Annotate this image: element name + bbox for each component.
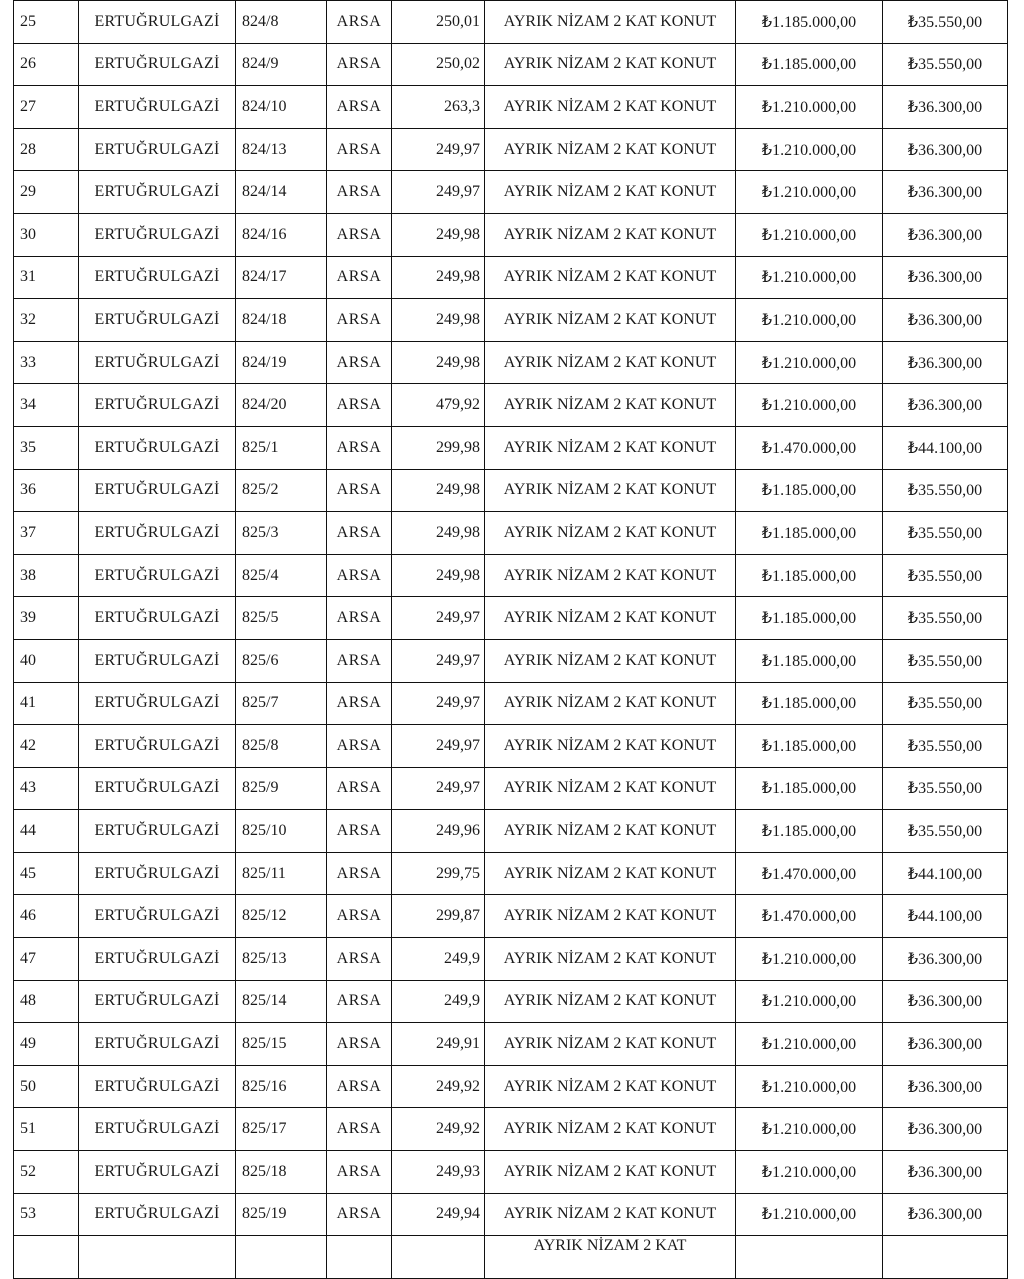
- deposit-cell: ₺36.300,00: [883, 1065, 1008, 1108]
- row-number-cell: 26: [14, 43, 79, 86]
- parcel-cell: 824/10: [236, 86, 327, 129]
- row-number-cell: 46: [14, 895, 79, 938]
- area-cell: [392, 1236, 485, 1279]
- table-row: [14, 938, 1008, 981]
- property-type-cell: [327, 1236, 392, 1279]
- deposit-cell: ₺36.300,00: [883, 938, 1008, 981]
- parcel-cell: 825/6: [236, 639, 327, 682]
- table-row: [14, 213, 1008, 256]
- row-number-cell: 52: [14, 1151, 79, 1194]
- property-type-cell: ARSA: [327, 384, 392, 427]
- deposit-cell: ₺35.550,00: [883, 43, 1008, 86]
- parcel-cell: 824/9: [236, 43, 327, 86]
- row-number-cell: 48: [14, 980, 79, 1023]
- row-number-cell: 42: [14, 725, 79, 768]
- table-row: [14, 512, 1008, 555]
- zoning-cell: AYRIK NİZAM 2 KAT KONUT: [485, 554, 736, 597]
- row-number-cell: 38: [14, 554, 79, 597]
- property-type-cell: ARSA: [327, 341, 392, 384]
- area-cell: 249,97: [392, 725, 485, 768]
- neighborhood-cell: ERTUĞRULGAZİ: [79, 256, 236, 299]
- table-row: [14, 256, 1008, 299]
- neighborhood-cell: ERTUĞRULGAZİ: [79, 1193, 236, 1236]
- price-cell: ₺1.210.000,00: [736, 1151, 883, 1194]
- parcel-cell: 825/19: [236, 1193, 327, 1236]
- property-type-cell: ARSA: [327, 1, 392, 44]
- deposit-cell: ₺35.550,00: [883, 1, 1008, 44]
- neighborhood-cell: ERTUĞRULGAZİ: [79, 1023, 236, 1066]
- area-cell: 479,92: [392, 384, 485, 427]
- parcel-cell: 825/18: [236, 1151, 327, 1194]
- table-row: [14, 171, 1008, 214]
- deposit-cell: ₺36.300,00: [883, 171, 1008, 214]
- area-cell: 249,98: [392, 469, 485, 512]
- neighborhood-cell: ERTUĞRULGAZİ: [79, 426, 236, 469]
- property-type-cell: ARSA: [327, 256, 392, 299]
- price-cell: ₺1.185.000,00: [736, 725, 883, 768]
- table-row: [14, 597, 1008, 640]
- area-cell: 249,9: [392, 980, 485, 1023]
- zoning-cell: AYRIK NİZAM 2 KAT KONUT: [485, 682, 736, 725]
- property-type-cell: ARSA: [327, 1108, 392, 1151]
- zoning-cell: AYRIK NİZAM 2 KAT KONUT: [485, 256, 736, 299]
- parcel-cell: 825/8: [236, 725, 327, 768]
- zoning-cell: AYRIK NİZAM 2 KAT KONUT: [485, 213, 736, 256]
- parcel-cell: 824/14: [236, 171, 327, 214]
- table-row: [14, 1, 1008, 44]
- parcel-cell: 824/18: [236, 299, 327, 342]
- price-cell: [736, 1236, 883, 1279]
- table-row: [14, 554, 1008, 597]
- table-row: [14, 767, 1008, 810]
- property-type-cell: ARSA: [327, 1151, 392, 1194]
- deposit-cell: ₺35.550,00: [883, 554, 1008, 597]
- neighborhood-cell: ERTUĞRULGAZİ: [79, 341, 236, 384]
- zoning-cell: AYRIK NİZAM 2 KAT KONUT: [485, 86, 736, 129]
- parcel-table-body: [14, 1, 1008, 1279]
- parcel-cell: 824/19: [236, 341, 327, 384]
- price-cell: ₺1.185.000,00: [736, 469, 883, 512]
- parcel-cell: 825/2: [236, 469, 327, 512]
- zoning-cell: AYRIK NİZAM 2 KAT KONUT: [485, 1193, 736, 1236]
- price-cell: ₺1.185.000,00: [736, 767, 883, 810]
- zoning-cell: AYRIK NİZAM 2 KAT KONUT: [485, 810, 736, 853]
- property-type-cell: ARSA: [327, 810, 392, 853]
- neighborhood-cell: ERTUĞRULGAZİ: [79, 767, 236, 810]
- neighborhood-cell: ERTUĞRULGAZİ: [79, 810, 236, 853]
- table-row: [14, 810, 1008, 853]
- price-cell: ₺1.210.000,00: [736, 1108, 883, 1151]
- row-number-cell: 43: [14, 767, 79, 810]
- parcel-cell: 824/16: [236, 213, 327, 256]
- property-type-cell: ARSA: [327, 1023, 392, 1066]
- row-number-cell: [14, 1236, 79, 1279]
- price-cell: ₺1.185.000,00: [736, 597, 883, 640]
- area-cell: 249,98: [392, 213, 485, 256]
- parcel-cell: 825/1: [236, 426, 327, 469]
- parcel-cell: 824/17: [236, 256, 327, 299]
- zoning-cell: AYRIK NİZAM 2 KAT: [485, 1236, 736, 1279]
- neighborhood-cell: ERTUĞRULGAZİ: [79, 639, 236, 682]
- deposit-cell: ₺36.300,00: [883, 980, 1008, 1023]
- deposit-cell: ₺44.100,00: [883, 895, 1008, 938]
- zoning-cell: AYRIK NİZAM 2 KAT KONUT: [485, 980, 736, 1023]
- area-cell: 249,9: [392, 938, 485, 981]
- zoning-cell: AYRIK NİZAM 2 KAT KONUT: [485, 43, 736, 86]
- property-type-cell: ARSA: [327, 767, 392, 810]
- area-cell: 249,97: [392, 682, 485, 725]
- deposit-cell: ₺35.550,00: [883, 682, 1008, 725]
- zoning-cell: AYRIK NİZAM 2 KAT KONUT: [485, 852, 736, 895]
- row-number-cell: 50: [14, 1065, 79, 1108]
- table-row: [14, 1151, 1008, 1194]
- neighborhood-cell: ERTUĞRULGAZİ: [79, 938, 236, 981]
- row-number-cell: 31: [14, 256, 79, 299]
- property-type-cell: ARSA: [327, 86, 392, 129]
- neighborhood-cell: ERTUĞRULGAZİ: [79, 554, 236, 597]
- area-cell: 249,97: [392, 639, 485, 682]
- deposit-cell: ₺36.300,00: [883, 128, 1008, 171]
- neighborhood-cell: ERTUĞRULGAZİ: [79, 980, 236, 1023]
- property-type-cell: ARSA: [327, 852, 392, 895]
- area-cell: 249,93: [392, 1151, 485, 1194]
- deposit-cell: ₺36.300,00: [883, 1023, 1008, 1066]
- parcel-cell: 824/13: [236, 128, 327, 171]
- deposit-cell: ₺35.550,00: [883, 469, 1008, 512]
- row-number-cell: 32: [14, 299, 79, 342]
- deposit-cell: ₺36.300,00: [883, 86, 1008, 129]
- area-cell: 299,87: [392, 895, 485, 938]
- neighborhood-cell: ERTUĞRULGAZİ: [79, 1065, 236, 1108]
- price-cell: ₺1.185.000,00: [736, 682, 883, 725]
- row-number-cell: 30: [14, 213, 79, 256]
- area-cell: 249,97: [392, 767, 485, 810]
- neighborhood-cell: ERTUĞRULGAZİ: [79, 1108, 236, 1151]
- property-type-cell: ARSA: [327, 938, 392, 981]
- neighborhood-cell: ERTUĞRULGAZİ: [79, 725, 236, 768]
- row-number-cell: 39: [14, 597, 79, 640]
- property-type-cell: ARSA: [327, 597, 392, 640]
- parcel-cell: 825/16: [236, 1065, 327, 1108]
- neighborhood-cell: ERTUĞRULGAZİ: [79, 895, 236, 938]
- property-type-cell: ARSA: [327, 1065, 392, 1108]
- row-number-cell: 35: [14, 426, 79, 469]
- property-type-cell: ARSA: [327, 512, 392, 555]
- row-number-cell: 40: [14, 639, 79, 682]
- price-cell: ₺1.470.000,00: [736, 426, 883, 469]
- property-type-cell: ARSA: [327, 213, 392, 256]
- neighborhood-cell: ERTUĞRULGAZİ: [79, 299, 236, 342]
- neighborhood-cell: ERTUĞRULGAZİ: [79, 1, 236, 44]
- neighborhood-cell: ERTUĞRULGAZİ: [79, 213, 236, 256]
- price-cell: ₺1.470.000,00: [736, 852, 883, 895]
- parcel-table: [13, 0, 1008, 1279]
- price-cell: ₺1.185.000,00: [736, 43, 883, 86]
- deposit-cell: ₺35.550,00: [883, 810, 1008, 853]
- table-row: [14, 1108, 1008, 1151]
- table-row: [14, 43, 1008, 86]
- zoning-cell: AYRIK NİZAM 2 KAT KONUT: [485, 384, 736, 427]
- zoning-cell: AYRIK NİZAM 2 KAT KONUT: [485, 639, 736, 682]
- zoning-cell: AYRIK NİZAM 2 KAT KONUT: [485, 725, 736, 768]
- row-number-cell: 47: [14, 938, 79, 981]
- price-cell: ₺1.210.000,00: [736, 1023, 883, 1066]
- neighborhood-cell: ERTUĞRULGAZİ: [79, 597, 236, 640]
- parcel-cell: 825/17: [236, 1108, 327, 1151]
- deposit-cell: ₺44.100,00: [883, 852, 1008, 895]
- zoning-cell: AYRIK NİZAM 2 KAT KONUT: [485, 426, 736, 469]
- property-type-cell: ARSA: [327, 682, 392, 725]
- deposit-cell: ₺36.300,00: [883, 1193, 1008, 1236]
- price-cell: ₺1.210.000,00: [736, 128, 883, 171]
- deposit-cell: ₺35.550,00: [883, 767, 1008, 810]
- zoning-cell: AYRIK NİZAM 2 KAT KONUT: [485, 1, 736, 44]
- row-number-cell: 45: [14, 852, 79, 895]
- table-row: [14, 980, 1008, 1023]
- table-row: [14, 1065, 1008, 1108]
- table-row: [14, 1023, 1008, 1066]
- price-cell: ₺1.210.000,00: [736, 86, 883, 129]
- area-cell: 250,01: [392, 1, 485, 44]
- table-row: [14, 341, 1008, 384]
- area-cell: 249,96: [392, 810, 485, 853]
- deposit-cell: ₺44.100,00: [883, 426, 1008, 469]
- area-cell: 263,3: [392, 86, 485, 129]
- zoning-cell: AYRIK NİZAM 2 KAT KONUT: [485, 469, 736, 512]
- zoning-cell: AYRIK NİZAM 2 KAT KONUT: [485, 171, 736, 214]
- parcel-cell: 825/12: [236, 895, 327, 938]
- parcel-cell: 825/11: [236, 852, 327, 895]
- row-number-cell: 28: [14, 128, 79, 171]
- neighborhood-cell: ERTUĞRULGAZİ: [79, 128, 236, 171]
- area-cell: 250,02: [392, 43, 485, 86]
- zoning-cell: AYRIK NİZAM 2 KAT KONUT: [485, 341, 736, 384]
- parcel-cell: 825/14: [236, 980, 327, 1023]
- zoning-cell: AYRIK NİZAM 2 KAT KONUT: [485, 512, 736, 555]
- zoning-cell: AYRIK NİZAM 2 KAT KONUT: [485, 1023, 736, 1066]
- property-type-cell: ARSA: [327, 980, 392, 1023]
- price-cell: ₺1.210.000,00: [736, 171, 883, 214]
- neighborhood-cell: ERTUĞRULGAZİ: [79, 469, 236, 512]
- price-cell: ₺1.210.000,00: [736, 938, 883, 981]
- price-cell: ₺1.210.000,00: [736, 384, 883, 427]
- zoning-cell: AYRIK NİZAM 2 KAT KONUT: [485, 128, 736, 171]
- neighborhood-cell: ERTUĞRULGAZİ: [79, 86, 236, 129]
- price-cell: ₺1.470.000,00: [736, 895, 883, 938]
- parcel-cell: [236, 1236, 327, 1279]
- price-cell: ₺1.185.000,00: [736, 512, 883, 555]
- row-number-cell: 53: [14, 1193, 79, 1236]
- deposit-cell: ₺35.550,00: [883, 512, 1008, 555]
- area-cell: 249,98: [392, 512, 485, 555]
- neighborhood-cell: ERTUĞRULGAZİ: [79, 171, 236, 214]
- price-cell: ₺1.210.000,00: [736, 980, 883, 1023]
- price-cell: ₺1.210.000,00: [736, 341, 883, 384]
- deposit-cell: ₺36.300,00: [883, 256, 1008, 299]
- deposit-cell: ₺36.300,00: [883, 213, 1008, 256]
- deposit-cell: ₺36.300,00: [883, 1151, 1008, 1194]
- table-row: [14, 1193, 1008, 1236]
- table-row-partial: [14, 1236, 1008, 1279]
- table-row: [14, 725, 1008, 768]
- neighborhood-cell: ERTUĞRULGAZİ: [79, 852, 236, 895]
- property-type-cell: ARSA: [327, 554, 392, 597]
- area-cell: 249,98: [392, 299, 485, 342]
- deposit-cell: ₺36.300,00: [883, 299, 1008, 342]
- zoning-cell: AYRIK NİZAM 2 KAT KONUT: [485, 895, 736, 938]
- row-number-cell: 33: [14, 341, 79, 384]
- area-cell: 249,97: [392, 597, 485, 640]
- area-cell: 249,92: [392, 1108, 485, 1151]
- parcel-cell: 825/13: [236, 938, 327, 981]
- deposit-cell: ₺36.300,00: [883, 384, 1008, 427]
- parcel-cell: 825/9: [236, 767, 327, 810]
- neighborhood-cell: ERTUĞRULGAZİ: [79, 384, 236, 427]
- deposit-cell: ₺35.550,00: [883, 725, 1008, 768]
- property-type-cell: ARSA: [327, 426, 392, 469]
- table-row: [14, 639, 1008, 682]
- price-cell: ₺1.185.000,00: [736, 554, 883, 597]
- row-number-cell: 37: [14, 512, 79, 555]
- zoning-cell: AYRIK NİZAM 2 KAT KONUT: [485, 299, 736, 342]
- table-row: [14, 299, 1008, 342]
- parcel-cell: 824/20: [236, 384, 327, 427]
- parcel-cell: 825/4: [236, 554, 327, 597]
- area-cell: 249,98: [392, 341, 485, 384]
- property-type-cell: ARSA: [327, 43, 392, 86]
- property-type-cell: ARSA: [327, 171, 392, 214]
- table-row: [14, 682, 1008, 725]
- area-cell: 249,97: [392, 128, 485, 171]
- area-cell: 249,97: [392, 171, 485, 214]
- property-type-cell: ARSA: [327, 725, 392, 768]
- price-cell: ₺1.210.000,00: [736, 1065, 883, 1108]
- property-type-cell: ARSA: [327, 469, 392, 512]
- neighborhood-cell: ERTUĞRULGAZİ: [79, 1151, 236, 1194]
- neighborhood-cell: [79, 1236, 236, 1279]
- area-cell: 249,98: [392, 256, 485, 299]
- property-type-cell: ARSA: [327, 1193, 392, 1236]
- parcel-cell: 825/15: [236, 1023, 327, 1066]
- zoning-cell: AYRIK NİZAM 2 KAT KONUT: [485, 938, 736, 981]
- price-cell: ₺1.210.000,00: [736, 1193, 883, 1236]
- price-cell: ₺1.185.000,00: [736, 639, 883, 682]
- table-row: [14, 384, 1008, 427]
- table-row: [14, 469, 1008, 512]
- table-row: [14, 86, 1008, 129]
- price-cell: ₺1.210.000,00: [736, 213, 883, 256]
- price-cell: ₺1.185.000,00: [736, 810, 883, 853]
- area-cell: 299,98: [392, 426, 485, 469]
- property-type-cell: ARSA: [327, 299, 392, 342]
- parcel-cell: 824/8: [236, 1, 327, 44]
- price-cell: ₺1.210.000,00: [736, 256, 883, 299]
- property-type-cell: ARSA: [327, 128, 392, 171]
- parcel-cell: 825/10: [236, 810, 327, 853]
- row-number-cell: 51: [14, 1108, 79, 1151]
- price-cell: ₺1.185.000,00: [736, 1, 883, 44]
- neighborhood-cell: ERTUĞRULGAZİ: [79, 43, 236, 86]
- table-row: [14, 895, 1008, 938]
- table-row: [14, 852, 1008, 895]
- row-number-cell: 44: [14, 810, 79, 853]
- row-number-cell: 36: [14, 469, 79, 512]
- neighborhood-cell: ERTUĞRULGAZİ: [79, 512, 236, 555]
- zoning-cell: AYRIK NİZAM 2 KAT KONUT: [485, 597, 736, 640]
- parcel-cell: 825/7: [236, 682, 327, 725]
- area-cell: 299,75: [392, 852, 485, 895]
- area-cell: 249,94: [392, 1193, 485, 1236]
- area-cell: 249,92: [392, 1065, 485, 1108]
- zoning-cell: AYRIK NİZAM 2 KAT KONUT: [485, 767, 736, 810]
- zoning-cell: AYRIK NİZAM 2 KAT KONUT: [485, 1065, 736, 1108]
- deposit-cell: ₺36.300,00: [883, 341, 1008, 384]
- deposit-cell: ₺36.300,00: [883, 1108, 1008, 1151]
- area-cell: 249,91: [392, 1023, 485, 1066]
- table-row: [14, 128, 1008, 171]
- zoning-cell: AYRIK NİZAM 2 KAT KONUT: [485, 1151, 736, 1194]
- property-type-cell: ARSA: [327, 639, 392, 682]
- deposit-cell: [883, 1236, 1008, 1279]
- area-cell: 249,98: [392, 554, 485, 597]
- price-cell: ₺1.210.000,00: [736, 299, 883, 342]
- property-type-cell: ARSA: [327, 895, 392, 938]
- parcel-cell: 825/3: [236, 512, 327, 555]
- deposit-cell: ₺35.550,00: [883, 597, 1008, 640]
- table-row: [14, 426, 1008, 469]
- deposit-cell: ₺35.550,00: [883, 639, 1008, 682]
- neighborhood-cell: ERTUĞRULGAZİ: [79, 682, 236, 725]
- row-number-cell: 27: [14, 86, 79, 129]
- row-number-cell: 49: [14, 1023, 79, 1066]
- row-number-cell: 41: [14, 682, 79, 725]
- parcel-cell: 825/5: [236, 597, 327, 640]
- row-number-cell: 34: [14, 384, 79, 427]
- zoning-cell: AYRIK NİZAM 2 KAT KONUT: [485, 1108, 736, 1151]
- row-number-cell: 29: [14, 171, 79, 214]
- row-number-cell: 25: [14, 1, 79, 44]
